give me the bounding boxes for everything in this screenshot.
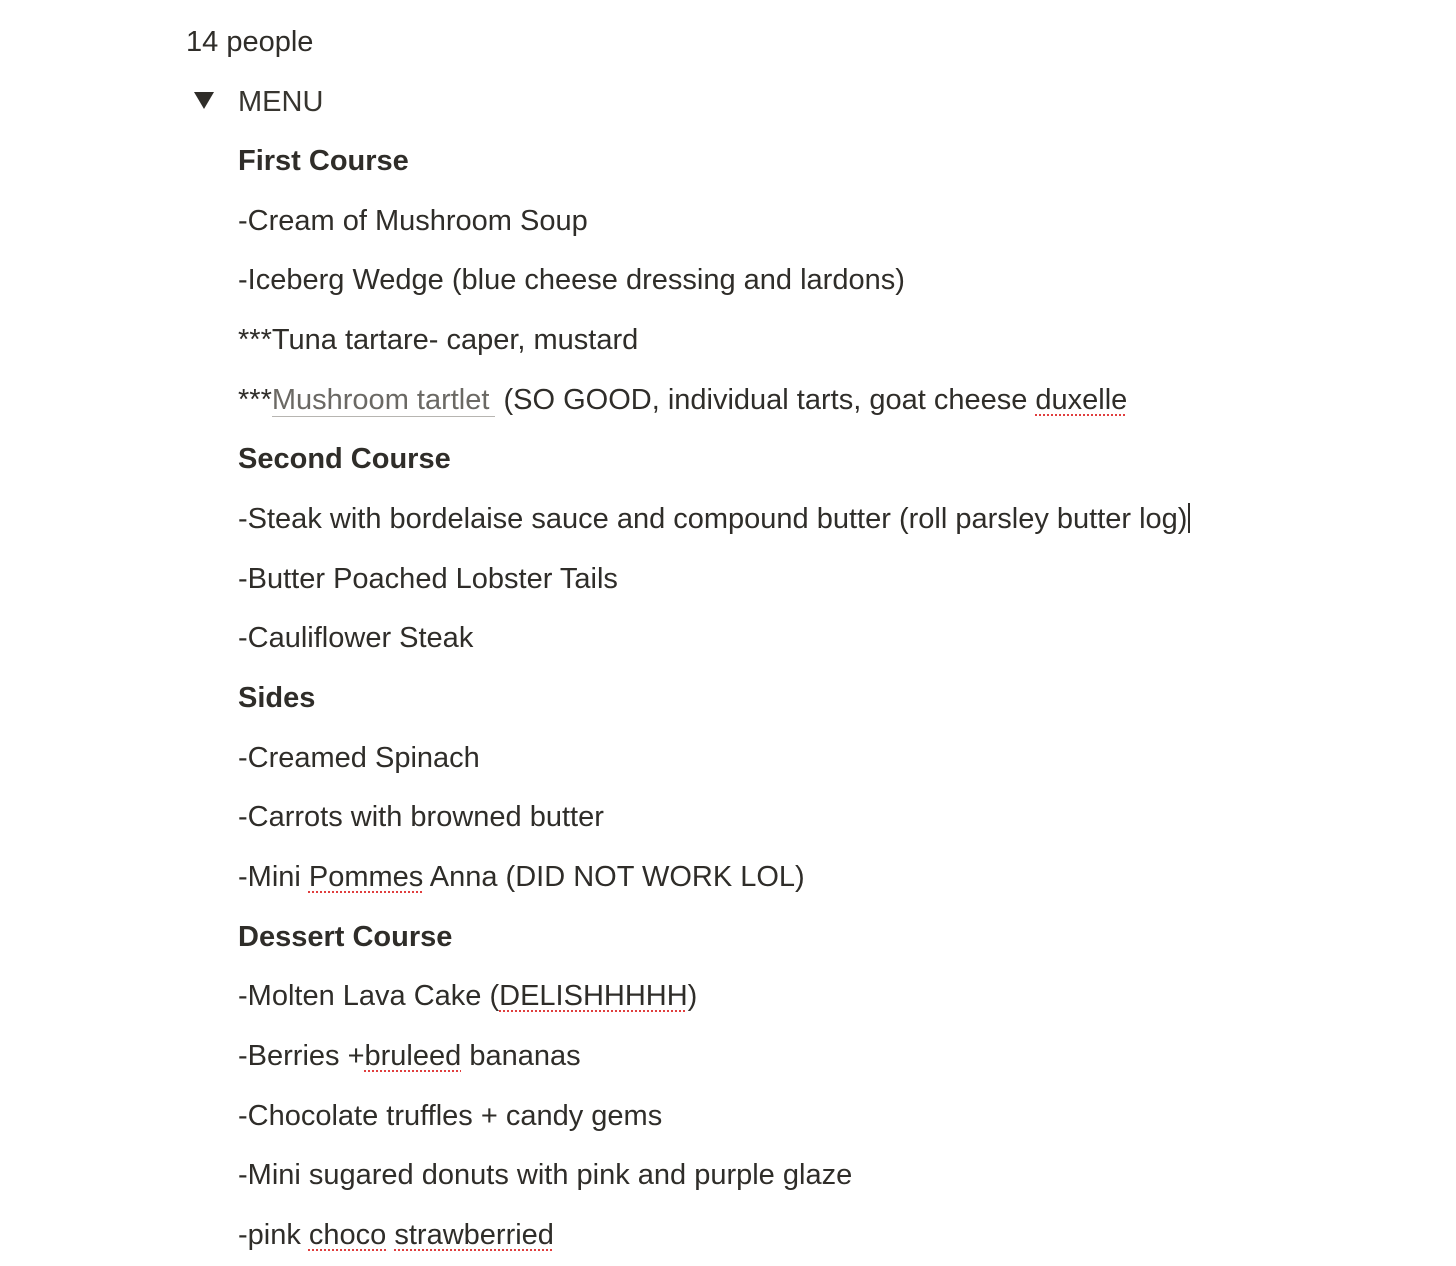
misspelled-word-choco[interactable]: choco: [308, 1219, 387, 1251]
menu-item-mushroom-tartlet[interactable]: [238, 380, 1127, 420]
menu-item-chocolate-truffles[interactable]: -Chocolate truffles + candy gems: [238, 1100, 663, 1132]
menu-item-mini-sugared-donuts[interactable]: -Mini sugared donuts with pink and purple glaze: [238, 1159, 853, 1191]
menu-item-steak-bordelaise[interactable]: [238, 499, 1190, 539]
menu-item-cauliflower-steak[interactable]: -Cauliflower Steak: [238, 622, 474, 654]
berries-suffix: bananas: [461, 1040, 581, 1072]
toggle-arrow-down-icon[interactable]: [194, 92, 214, 109]
tartlet-description: (SO GOOD, individual tarts, goat cheese: [495, 384, 1036, 416]
dessert-course-heading[interactable]: Dessert Course: [238, 921, 453, 953]
menu-item-carrots-browned-butter[interactable]: -Carrots with browned butter: [238, 801, 604, 833]
menu-item-cream-of-mushroom-soup[interactable]: -Cream of Mushroom Soup: [238, 205, 588, 237]
berries-prefix: -Berries +: [238, 1040, 365, 1072]
second-course-heading[interactable]: Second Course: [238, 443, 451, 475]
menu-item-butter-poached-lobster[interactable]: -Butter Poached Lobster Tails: [238, 563, 618, 595]
menu-item-berries-bruleed-bananas[interactable]: [238, 1036, 581, 1076]
misspelled-word-delishhhhh[interactable]: DELISHHHHH: [499, 980, 688, 1012]
lava-suffix: ): [687, 980, 698, 1012]
sides-heading[interactable]: Sides: [238, 682, 316, 714]
menu-item-mini-pommes-anna[interactable]: [238, 857, 805, 897]
misspelled-word-bruleed[interactable]: bruleed: [364, 1040, 462, 1072]
first-course-heading[interactable]: First Course: [238, 145, 409, 177]
menu-toggle-label[interactable]: MENU: [238, 86, 324, 118]
lava-prefix: -Molten Lava Cake (: [238, 980, 500, 1012]
tartlet-prefix: ***: [238, 384, 272, 416]
text-cursor: [1188, 503, 1190, 533]
pommes-prefix: -Mini: [238, 861, 309, 893]
people-count[interactable]: 14 people: [186, 26, 314, 58]
misspelled-word-strawberried[interactable]: strawberried: [394, 1219, 554, 1251]
strawberries-prefix: -pink: [238, 1219, 309, 1251]
menu-item-tuna-tartare[interactable]: ***Tuna tartare- caper, mustard: [238, 324, 639, 356]
mushroom-tartlet-link[interactable]: Mushroom tartlet: [272, 384, 496, 417]
menu-item-pink-choco-strawberries[interactable]: [238, 1215, 554, 1255]
steak-text: -Steak with bordelaise sauce and compound butter (roll parsley butter log): [238, 503, 1188, 535]
menu-item-molten-lava-cake[interactable]: [238, 976, 697, 1016]
misspelled-word-pommes[interactable]: Pommes: [308, 861, 424, 893]
misspelled-word-duxelle[interactable]: duxelle: [1035, 384, 1128, 416]
pommes-suffix: Anna (DID NOT WORK LOL): [423, 861, 805, 893]
menu-toggle-block[interactable]: [194, 82, 324, 122]
menu-item-iceberg-wedge[interactable]: -Iceberg Wedge (blue cheese dressing and lardons): [238, 264, 905, 296]
menu-item-creamed-spinach[interactable]: -Creamed Spinach: [238, 742, 480, 774]
